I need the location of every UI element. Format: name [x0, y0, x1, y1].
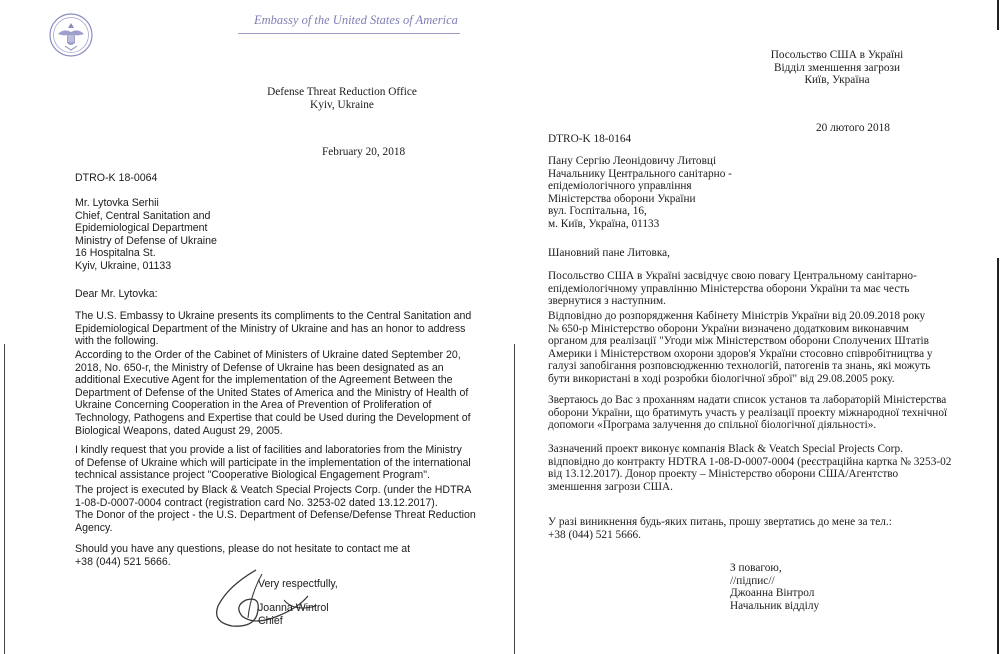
recipient-line: Chief, Central Sanitation and — [75, 209, 211, 222]
recipient-line: Міністерства оборони України — [548, 192, 696, 205]
paragraph-line: Should you have any questions, please do not hesitate to contact me at — [75, 543, 411, 555]
paragraph-line: with the following. — [75, 335, 159, 348]
paragraph-line: +38 (044) 521 5666. — [548, 528, 641, 541]
closing-line: //підпис// — [730, 574, 775, 587]
office-line: Defense Threat Reduction Office — [267, 86, 417, 98]
header-line: Відділ зменшення загрози — [773, 61, 901, 74]
paragraph-line: Ukraine Concerning Cooperation in the Area of Prevention of Proliferation of — [75, 399, 432, 412]
reference-number: DTRO-K 18-0064 — [75, 172, 158, 184]
paragraph-order — [75, 349, 471, 437]
reference-number: DTRO-K 18-0164 — [548, 133, 632, 145]
recipient-line: Ministry of Defense of Ukraine — [75, 234, 217, 247]
embassy-header-title: Embassy of the United States of America — [254, 13, 458, 27]
paragraph-line: of Defense of Ukraine which will participate in the implementation of the international — [75, 456, 471, 469]
salutation: Шановний пане Литовка, — [548, 247, 670, 259]
paragraph-line: +38 (044) 521 5666. — [75, 555, 171, 568]
signer-name: Joanna Wintrol — [258, 602, 329, 614]
recipient-line: Начальнику Центрального санітарно - — [548, 167, 732, 180]
embassy-seal-icon — [48, 12, 94, 58]
closing-line: З повагою, — [730, 562, 782, 574]
recipient-address — [548, 155, 732, 231]
header-rule — [238, 33, 460, 34]
paragraph-contact — [548, 516, 892, 541]
closing: Very respectfully, — [258, 578, 338, 590]
office-block — [262, 86, 422, 111]
paragraph-intro — [548, 270, 917, 308]
salutation: Dear Mr. Lytovka: — [75, 288, 158, 300]
signer-title: Chief — [258, 615, 283, 627]
scan-edge-line — [4, 344, 5, 654]
header-block — [742, 49, 932, 87]
paragraph-line: The U.S. Embassy to Ukraine presents its compliments to the Central Sanitation and — [75, 310, 472, 322]
paragraph-line: від 13.12.2017). Донор проекту – Міністерство оборони США/Агентство — [548, 468, 899, 481]
paragraph-line: 2018, No. 650-r, the Ministry of Defense of Ukraine has been designated as an — [75, 361, 444, 374]
paragraph-line: The Donor of the project - the U.S. Department of Defense/Defense Threat Reduction — [75, 509, 476, 522]
paragraph-line: Америки і Міністерством охорони здоров'я України стосовно співробітництва у — [548, 347, 933, 360]
paragraph-project — [548, 443, 951, 493]
header-line: Посольство США в Україні — [770, 49, 904, 61]
paragraph-line: бути використані в ході розробки біологічної зброї" від 29.08.2005 року. — [548, 372, 895, 385]
scan-edge-line — [997, 0, 999, 30]
recipient-line: м. Київ, Україна, 01133 — [548, 217, 660, 230]
paragraph-line: відповідно до контракту HDTRA 1-08-D-0007-0004 (реєстраційна картка № 3253-02 — [548, 455, 952, 468]
recipient-line: Mr. Lytovka Serhii — [75, 197, 159, 209]
paragraph-project — [75, 484, 476, 534]
paragraph-line: Посольство США в Україні засвідчує свою повагу Центральному санітарно- — [548, 270, 917, 282]
paragraph-line: Зазначений проект виконує компанія Black & Veatch Special Projects Corp. — [548, 443, 903, 455]
paragraph-request — [548, 394, 947, 432]
paragraph-order — [548, 310, 933, 386]
paragraph-line: органом для реалізації "Угоди між Міністерством оборони Сполучених Штатів — [548, 335, 930, 348]
recipient-line: Kyiv, Ukraine, 01133 — [75, 259, 172, 272]
paragraph-line: Biological Weapons, dated August 29, 2005. — [75, 424, 283, 437]
closing-block — [730, 562, 819, 612]
paragraph-line: Department of Defense of the United States of America and the Ministry of Health of — [75, 386, 469, 399]
recipient-line: вул. Госпітальна, 16, — [548, 205, 647, 218]
letter-date: 20 лютого 2018 — [816, 122, 890, 134]
scan-edge-line — [997, 258, 999, 654]
header-line: Київ, Україна — [804, 74, 870, 87]
paragraph-line: № 650-р Міністерство оборони України визначено додатковим виконавчим — [548, 322, 909, 335]
paragraph-request — [75, 444, 471, 482]
paragraph-line: additional Executive Agent for the implementation of the Agreement Between the — [75, 374, 453, 387]
scan-edge-line — [514, 344, 515, 654]
recipient-line: Пану Сергію Леонідовичу Литовці — [548, 155, 717, 167]
recipient-address — [75, 197, 217, 273]
recipient-line: Epidemiological Department — [75, 222, 208, 235]
office-line: Kyiv, Ukraine — [310, 98, 374, 111]
paragraph-line: звернутися з наступним. — [548, 295, 667, 308]
paragraph-line: The project is executed by Black & Veatch Special Projects Corp. (under the HDTRA — [75, 484, 472, 496]
paragraph-line: Звертаюсь до Вас з проханням надати список установ та лабораторій Міністерства — [548, 394, 947, 406]
closing-line: Джоанна Вінтрол — [730, 587, 815, 600]
paragraph-line: зменшення загрози США. — [548, 480, 673, 493]
paragraph-line: допомоги «Програма залучення до спільної біологічної діяльності». — [548, 419, 877, 432]
paragraph-line: У разі виникнення будь-яких питань, прошу звертатись до мене за тел.: — [548, 516, 892, 528]
letter-date: February 20, 2018 — [322, 146, 406, 158]
paragraph-intro — [75, 310, 471, 348]
paragraph-line: оборони України, що братимуть участь у реалізації проекту міжнародної технічної — [548, 406, 948, 419]
paragraph-line: Epidemiological Department of the Ministry of Ukraine and has an honor to address — [75, 322, 466, 335]
paragraph-contact — [75, 543, 410, 568]
recipient-line: 16 Hospitalna St. — [75, 247, 156, 260]
paragraph-line: According to the Order of the Cabinet of Ministers of Ukraine dated September 20, — [75, 349, 461, 361]
closing-line: Начальник відділу — [730, 599, 820, 612]
recipient-line: епідеміологічного управління — [548, 180, 692, 193]
paragraph-line: Technology, Pathogens and Expertise that could be Used during the Development of — [75, 411, 471, 424]
paragraph-line: Agency. — [75, 521, 113, 534]
paragraph-line: Відповідно до розпорядження Кабінету Міністрів України від 20.09.2018 року — [548, 310, 926, 322]
paragraph-line: I kindly request that you provide a list of facilities and laboratories from the Ministry — [75, 444, 462, 456]
paragraph-line: епідеміологічному управлінню Міністерства оборони України та має честь — [548, 282, 910, 295]
paragraph-line: technical assistance project "Cooperative Biological Engagement Program". — [75, 469, 430, 482]
paragraph-line: галузі запобігання розповсюдженню технологій, патогенів та знань, які можуть — [548, 360, 931, 373]
paragraph-line: 1-08-D-0007-0004 contract (registration card No. 3253-02 dated 13.12.2017). — [75, 496, 438, 509]
ukrainian-letter — [510, 0, 1000, 654]
